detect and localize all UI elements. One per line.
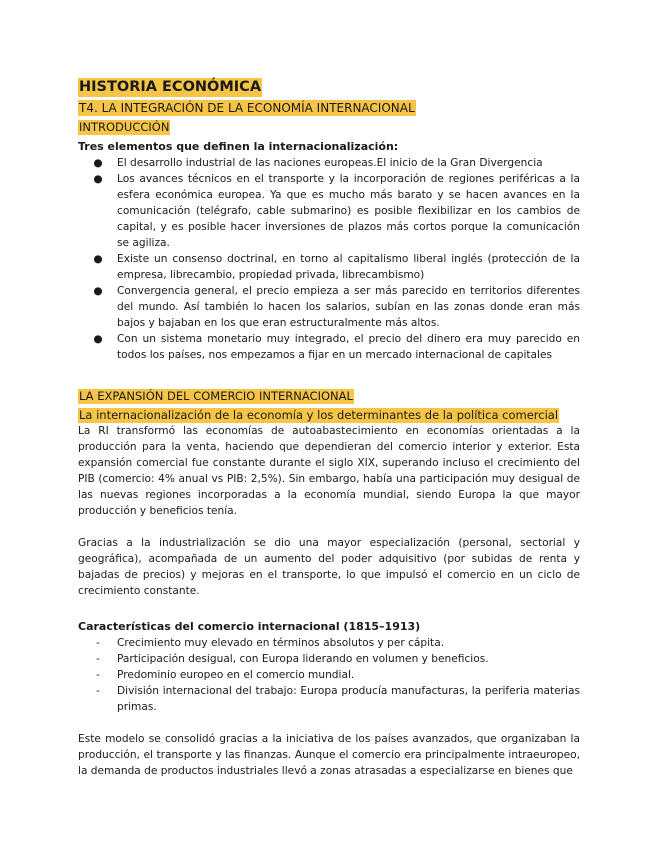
list-item-text: Crecimiento muy elevado en términos absolutos y per cápita. bbox=[117, 637, 445, 649]
list-item-text: El desarrollo industrial de las naciones europeas.El inicio de la Gran Divergencia bbox=[117, 157, 543, 169]
section-heading-intro: INTRODUCCIÓN bbox=[79, 120, 170, 134]
topic-subtitle: T4. LA INTEGRACIÓN DE LA ECONOMÍA INTERNACIONAL bbox=[79, 101, 415, 115]
dash-marker: - bbox=[96, 669, 100, 681]
list-item-text: Participación desigual, con Europa liderando en volumen y beneficios. bbox=[117, 653, 489, 665]
list-item bbox=[78, 683, 580, 715]
dash-marker: - bbox=[96, 637, 100, 649]
paragraph: La RI transformó las economías de autoabastecimiento en economías orientadas a la producción para la venta, haciendo que dependieran del comercio interior y exterior. Esta expansión comercial fue constante durante el siglo XIX, superando incluso el crecimiento del PIB (comercio: 4% anual vs PIB: 2,5%). Sin embargo, había una participación muy desigual de las nuevas regiones incorporadas a la economía mundial, siendo Europa la que mayor producción y beneficios tenía. bbox=[78, 425, 580, 517]
dash-marker: - bbox=[96, 653, 100, 665]
bullet-marker: ● bbox=[93, 173, 103, 185]
intro-lead: Tres elementos que definen la internacionalización: bbox=[78, 140, 399, 153]
bullet-marker: ● bbox=[93, 333, 103, 345]
characteristics-heading: Características del comercio internacional (1815–1913) bbox=[78, 620, 421, 633]
list-item bbox=[78, 155, 580, 171]
section-heading-expansion: LA EXPANSIÓN DEL COMERCIO INTERNACIONAL bbox=[79, 389, 353, 403]
paragraph: Este modelo se consolidó gracias a la iniciativa de los países avanzados, que organizaban la producción, el transporte y las finanzas. Aunque el comercio era principalmente intraeuropeo, la demanda de productos industriales llevó a zonas atrasadas a especializarse en bienes que bbox=[78, 733, 580, 777]
list-item-text: Predominio europeo en el comercio mundial. bbox=[117, 669, 355, 681]
list-item-text: Existe un consenso doctrinal, en torno al capitalismo liberal inglés (protección de la empresa, librecambio, propiedad privada, librecambismo) bbox=[117, 253, 580, 281]
paragraph: Gracias a la industrialización se dio una mayor especialización (personal, sectorial y geográfica), acompañada de un aumento del poder adquisitivo (por subidas de renta y bajadas de precios) y mejoras en el transporte, lo que impulsó el comercio en un ciclo de crecimiento constante. bbox=[78, 537, 580, 597]
list-item-text: División internacional del trabajo: Europa producía manufacturas, la periferia materias primas. bbox=[117, 685, 580, 713]
list-item-text: Los avances técnicos en el transporte y la incorporación de regiones periféricas a la esfera económica europea. Ya que es mucho más barato y se hacen avances en la comunicación (telégrafo, cable submarino) es posible flexibilizar en los cambios de capital, y es posible hacer inversiones de plazos más cortos porque la comunicación se agiliza. bbox=[117, 173, 580, 249]
list-item bbox=[78, 651, 580, 667]
intro-bullet-list bbox=[78, 155, 580, 363]
title-block bbox=[78, 76, 580, 97]
list-item bbox=[78, 635, 580, 651]
list-item-text: Convergencia general, el precio empieza a ser más parecido en territorios diferentes del mundo. Así también lo hacen los salarios, subían en las zonas donde eran más bajos y bajaban en los que eran estructuralmente más altos. bbox=[117, 285, 580, 329]
subsection-heading: La internacionalización de la economía y los determinantes de la política comercial bbox=[79, 408, 559, 422]
document-title: HISTORIA ECONÓMICA bbox=[79, 79, 262, 95]
bullet-marker: ● bbox=[93, 157, 103, 169]
list-item bbox=[78, 171, 580, 251]
dash-marker: - bbox=[96, 685, 100, 697]
paragraph-gap bbox=[78, 715, 580, 731]
list-item-text: Con un sistema monetario muy integrado, el precio del dinero era muy parecido en todos los países, nos empezamos a fijar en un mercado internacional de capitales bbox=[117, 333, 580, 361]
characteristics-list bbox=[78, 635, 580, 715]
list-item bbox=[78, 251, 580, 283]
list-item bbox=[78, 667, 580, 683]
list-item bbox=[78, 283, 580, 331]
list-item bbox=[78, 331, 580, 363]
bullet-marker: ● bbox=[93, 253, 103, 265]
paragraph-gap bbox=[78, 519, 580, 535]
paragraph-gap bbox=[78, 599, 580, 615]
bullet-marker: ● bbox=[93, 285, 103, 297]
